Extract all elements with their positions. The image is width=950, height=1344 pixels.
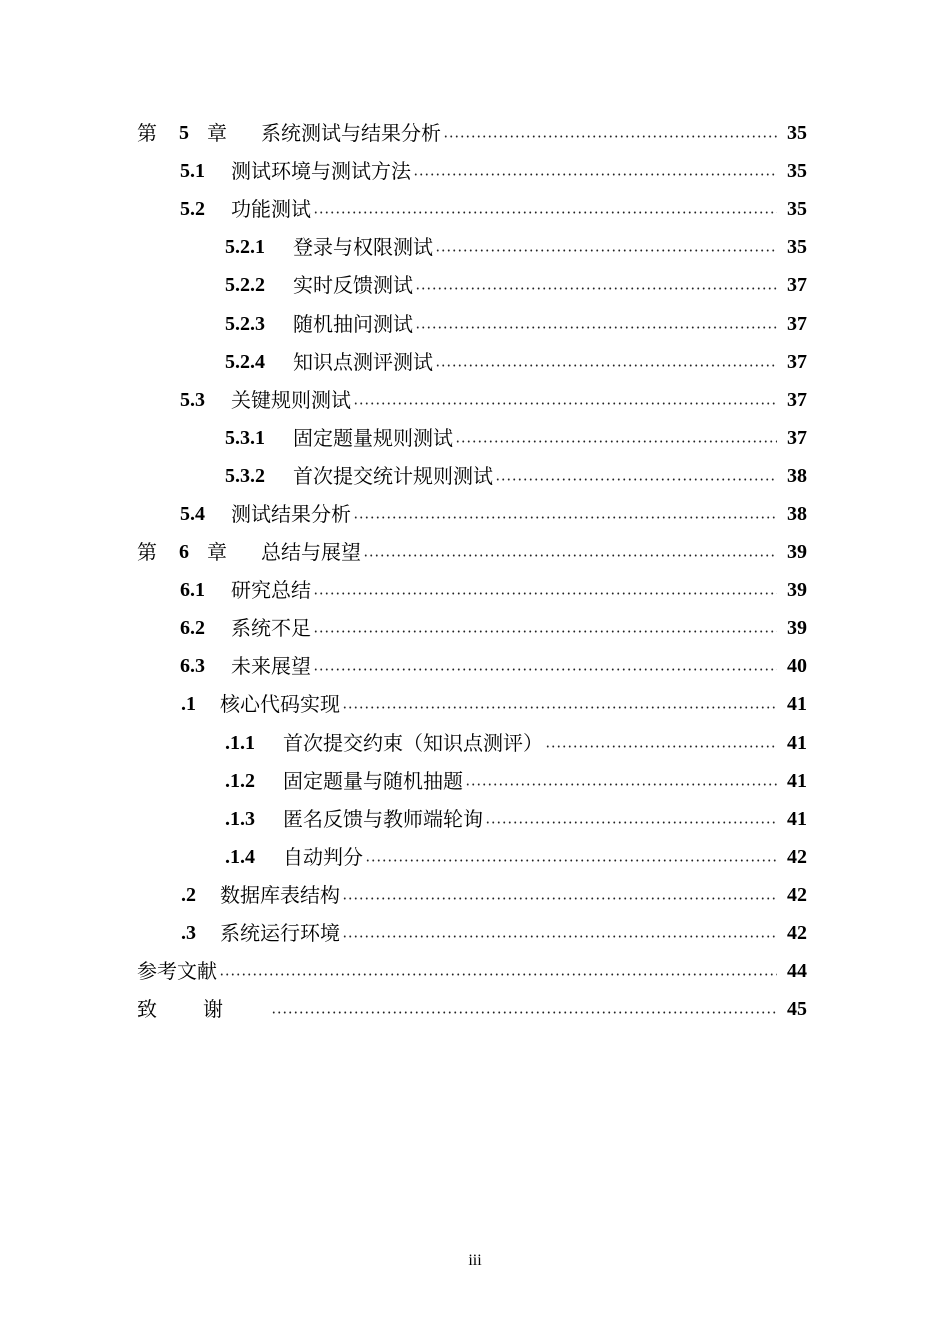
dot-leader [353, 389, 777, 413]
section-number: 5.2.2 [225, 274, 265, 297]
dot-leader [435, 236, 777, 260]
toc-entry-chapter-5[interactable] [0, 114, 950, 152]
toc-entry-5-2-4[interactable] [0, 343, 950, 381]
toc-entry-5-2-2[interactable] [0, 266, 950, 304]
toc-page-number: 41 [787, 731, 807, 754]
toc-entry-content [180, 571, 807, 609]
chapter-number: 5 [179, 122, 189, 145]
dot-leader [313, 579, 777, 603]
toc-page-number: 45 [787, 998, 807, 1021]
toc-entry-appendix-3[interactable] [0, 914, 950, 952]
toc-entry-content [180, 495, 807, 533]
toc-entry-content [137, 990, 807, 1028]
toc-page-number: 42 [787, 845, 807, 868]
dot-leader [365, 846, 777, 870]
toc-entry-content [180, 381, 807, 419]
toc-entry-5-3[interactable] [0, 381, 950, 419]
toc-entry-appendix-1-4[interactable] [0, 838, 950, 876]
toc-entry-content [180, 647, 807, 685]
toc-entry-5-2-1[interactable] [0, 228, 950, 266]
section-number: 6.3 [180, 655, 205, 678]
toc-entry-title: 总结与展望 [261, 540, 361, 565]
section-number: .1.4 [225, 845, 255, 868]
toc-entry-content [225, 266, 807, 304]
toc-entry-chapter-6[interactable] [0, 533, 950, 571]
toc-entry-appendix-1-1[interactable] [0, 724, 950, 762]
toc-entry-5-3-1[interactable] [0, 419, 950, 457]
dot-leader [342, 922, 777, 946]
toc-entry-title: 功能测试 [231, 197, 311, 222]
toc-entry-title: 首次提交统计规则测试 [293, 463, 493, 488]
section-number: .1.1 [225, 731, 255, 754]
toc-entry-content [225, 724, 807, 762]
toc-entry-content [225, 228, 807, 266]
table-of-contents [0, 114, 950, 1028]
toc-entry-title: 未来展望 [231, 654, 311, 679]
dot-leader [415, 313, 777, 337]
toc-entry-5-2[interactable] [0, 190, 950, 228]
dot-leader [413, 160, 777, 184]
dot-leader [465, 770, 777, 794]
toc-entry-title: 首次提交约束（知识点测评） [283, 730, 543, 755]
chapter-suffix: 章 [207, 540, 227, 565]
chapter-number: 6 [179, 541, 189, 564]
toc-page-number: 42 [787, 883, 807, 906]
section-number: .1.2 [225, 769, 255, 792]
toc-page-number: 35 [787, 198, 807, 221]
section-number: 5.3.2 [225, 464, 265, 487]
toc-entry-appendix-1[interactable] [0, 685, 950, 723]
section-number: 5.2 [180, 198, 205, 221]
toc-entry-6-3[interactable] [0, 647, 950, 685]
dot-leader [495, 465, 777, 489]
toc-page-number: 38 [787, 464, 807, 487]
dot-leader [342, 884, 777, 908]
toc-entry-title: 测试结果分析 [231, 501, 351, 526]
toc-entry-content [137, 952, 807, 990]
toc-entry-title: 随机抽问测试 [293, 311, 413, 336]
toc-entry-content [181, 685, 807, 723]
toc-entry-title: 系统运行环境 [220, 921, 340, 946]
toc-entry-title: 登录与权限测试 [293, 235, 433, 260]
section-number: 5.2.3 [225, 312, 265, 335]
toc-entry-content [180, 152, 807, 190]
toc-entry-title: 参考文献 [137, 959, 217, 984]
page-number-footer: iii [468, 1252, 482, 1269]
section-number: 5.3.1 [225, 426, 265, 449]
toc-page-number: 37 [787, 274, 807, 297]
toc-entry-appendix-1-2[interactable] [0, 762, 950, 800]
toc-entry-5-4[interactable] [0, 495, 950, 533]
dot-leader [455, 427, 777, 451]
toc-page-number: 39 [787, 579, 807, 602]
chapter-prefix: 第 [137, 121, 157, 146]
dot-leader [485, 808, 777, 832]
toc-entry-5-2-3[interactable] [0, 304, 950, 342]
toc-entry-content [225, 457, 807, 495]
dot-leader [342, 693, 777, 717]
section-number: .1.3 [225, 807, 255, 830]
toc-entry-6-1[interactable] [0, 571, 950, 609]
toc-page-number: 39 [787, 617, 807, 640]
toc-entry-content [225, 343, 807, 381]
toc-entry-title: 匿名反馈与教师端轮询 [283, 806, 483, 831]
toc-entry-title: 系统不足 [231, 616, 311, 641]
toc-entry-title: 固定题量规则测试 [293, 425, 453, 450]
toc-entry-content [225, 762, 807, 800]
dot-leader [313, 655, 777, 679]
dot-leader [435, 351, 777, 375]
dot-leader [313, 617, 777, 641]
toc-page-number: 41 [787, 807, 807, 830]
section-number: .2 [181, 883, 196, 906]
toc-page-number: 39 [787, 541, 807, 564]
section-number: 5.1 [180, 160, 205, 183]
section-number: 5.3 [180, 388, 205, 411]
toc-entry-content [181, 876, 807, 914]
toc-page-number: 41 [787, 693, 807, 716]
section-number: 5.2.1 [225, 236, 265, 259]
section-number: 6.1 [180, 579, 205, 602]
toc-entry-title: 系统测试与结果分析 [261, 121, 441, 146]
dot-leader [353, 503, 777, 527]
section-number: .3 [181, 922, 196, 945]
toc-page-number: 37 [787, 350, 807, 373]
toc-entry-5-1[interactable] [0, 152, 950, 190]
toc-page-number: 35 [787, 236, 807, 259]
toc-page-number: 38 [787, 502, 807, 525]
toc-page-number: 44 [787, 960, 807, 983]
chapter-suffix: 章 [207, 121, 227, 146]
toc-entry-title: 自动判分 [283, 844, 363, 869]
toc-page-number: 37 [787, 426, 807, 449]
section-number: 5.2.4 [225, 350, 265, 373]
section-number: .1 [181, 693, 196, 716]
toc-entry-acknowledgements[interactable] [0, 990, 950, 1028]
dot-leader [271, 998, 777, 1022]
toc-entry-title: 数据库表结构 [220, 882, 340, 907]
toc-entry-content [225, 419, 807, 457]
toc-entry-6-2[interactable] [0, 609, 950, 647]
toc-entry-content [225, 838, 807, 876]
toc-page-number: 41 [787, 769, 807, 792]
toc-page-number: 37 [787, 312, 807, 335]
toc-entry-references[interactable] [0, 952, 950, 990]
toc-entry-title: 实时反馈测试 [293, 273, 413, 298]
toc-page-number: 40 [787, 655, 807, 678]
toc-entry-title: 致谢 [137, 997, 269, 1022]
toc-page-number: 42 [787, 922, 807, 945]
toc-page-number: 37 [787, 388, 807, 411]
dot-leader [415, 274, 777, 298]
dot-leader [363, 541, 777, 565]
toc-page-number: 35 [787, 122, 807, 145]
dot-leader [545, 732, 777, 756]
dot-leader [313, 198, 777, 222]
section-number: 6.2 [180, 617, 205, 640]
toc-entry-title: 关键规则测试 [231, 387, 351, 412]
toc-entry-content [225, 304, 807, 342]
toc-page-number: 35 [787, 160, 807, 183]
toc-entry-content [180, 609, 807, 647]
toc-entry-title: 知识点测评测试 [293, 349, 433, 374]
dot-leader [443, 122, 777, 146]
toc-entry-content [181, 914, 807, 952]
toc-entry-5-3-2[interactable] [0, 457, 950, 495]
toc-entry-content [137, 533, 807, 571]
toc-entry-title: 核心代码实现 [220, 692, 340, 717]
chapter-prefix: 第 [137, 540, 157, 565]
toc-entry-title: 测试环境与测试方法 [231, 159, 411, 184]
toc-entry-content [180, 190, 807, 228]
toc-entry-content [225, 800, 807, 838]
toc-entry-title: 固定题量与随机抽题 [283, 768, 463, 793]
dot-leader [219, 960, 777, 984]
toc-entry-appendix-2[interactable] [0, 876, 950, 914]
toc-entry-appendix-1-3[interactable] [0, 800, 950, 838]
toc-entry-content [137, 114, 807, 152]
section-number: 5.4 [180, 502, 205, 525]
toc-entry-title: 研究总结 [231, 578, 311, 603]
